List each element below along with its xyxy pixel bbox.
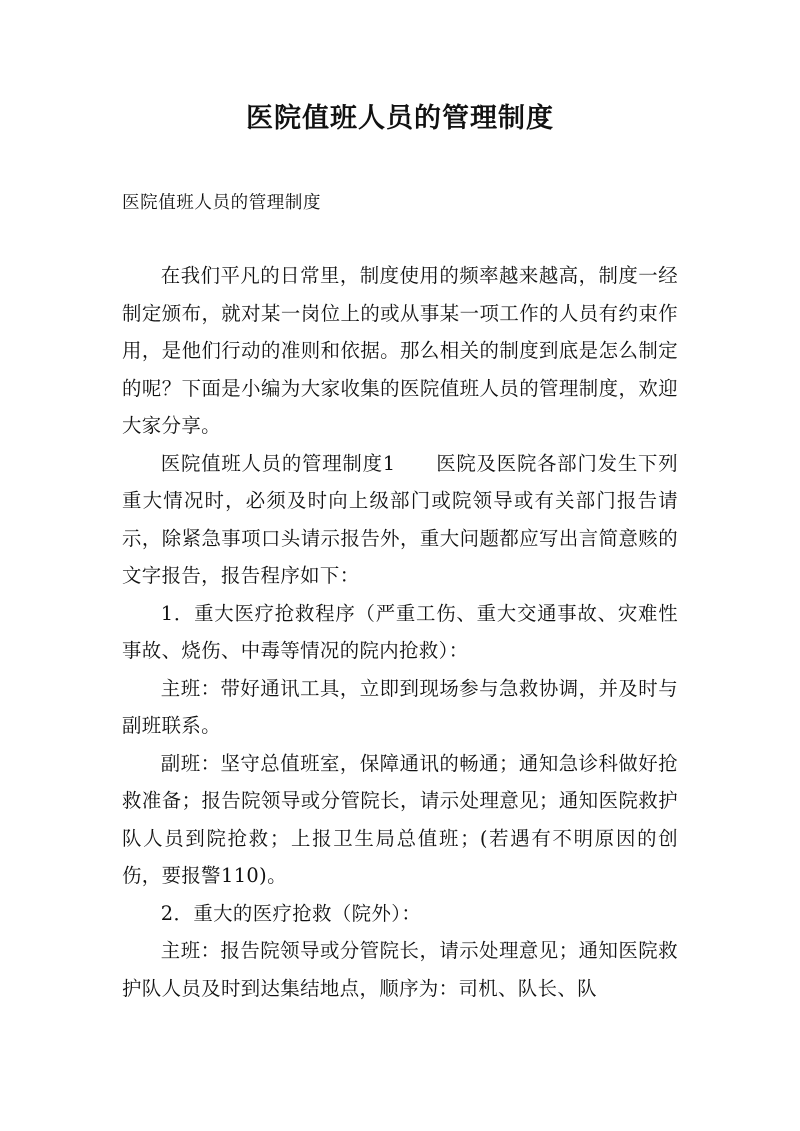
paragraph-item-2: 2．重大的医疗抢救（院外）： xyxy=(160,901,422,925)
paragraph-regulation-1: 医院值班人员的管理制度1 医院及医院各部门发生下列重大情况时，必须及时向上级部门或院领导或有关部门报告请示，除紧急事项口头请示报告外，重大问题都应写出言简意赅的文字报告，报告程序如下： xyxy=(122,451,678,587)
paragraph-deputy-shift-1: 副班：坚守总值班室，保障通讯的畅通；通知急诊科做好抢救准备；报告院领导或分管院长，请示处理意见；通知医院救护队人员到院抢救；上报卫生局总值班；(若遇有不明原因的创伤，要报警110)。 xyxy=(122,751,678,887)
document-body xyxy=(122,257,678,1007)
document-subtitle: 医院值班人员的管理制度 xyxy=(122,193,322,213)
paragraph-intro: 在我们平凡的日常里，制度使用的频率越来越高，制度一经制定颁布，就对某一岗位上的或从事某一项工作的人员有约束作用，是他们行动的准则和依据。那么相关的制度到底是怎么制定的呢？下面是小编为大家收集的医院值班人员的管理制度，欢迎大家分享。 xyxy=(122,264,678,437)
paragraph-main-shift-1: 主班：带好通讯工具，立即到现场参与急救协调，并及时与副班联系。 xyxy=(122,676,678,737)
paragraph-main-shift-2: 主班：报告院领导或分管院长，请示处理意见；通知医院救护队人员及时到达集结地点，顺序为：司机、队长、队 xyxy=(122,939,678,1000)
document-title: 医院值班人员的管理制度 xyxy=(246,103,554,134)
paragraph-item-1: 1．重大医疗抢救程序（严重工伤、重大交通事故、灾难性事故、烧伤、中毒等情况的院内抢救）： xyxy=(122,601,678,662)
